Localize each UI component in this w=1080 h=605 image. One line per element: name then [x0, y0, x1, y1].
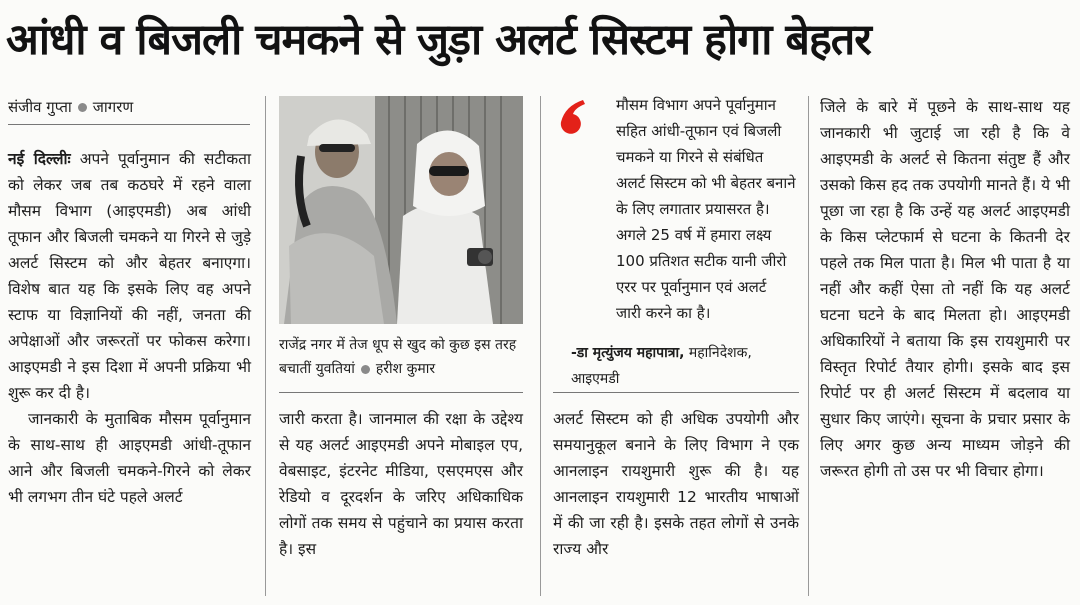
- column-4-text: जिले के बारे में पूछने के साथ-साथ यह जानकारी भी जुटाई जा रही है कि वे आइएमडी के अलर्ट से कितना संतुष्ट हैं और उसको किस हद तक उपयोगी मानते हैं। ये भी पूछा जा रहा है कि उन्हें यह अलर्ट आइएमडी के किस प्लेटफार्म से घटना के कितनी देर पहले तक मिल पाता है। मिल भी पाता है या नहीं और कहीं ऐसा तो नहीं कि यह अलर्ट घटना घटने के बाद मिलता हो। आइएमडी अधिकारियों ने बताया कि इस रायशुमारी पर विस्तृत रिपोर्ट तैयार होगी। इसके बाद इस रिपोर्ट पर ही अलर्ट सिस्टम में बदलाव या सुधार किए जाएंगे। सूचना के प्रचार प्रसार के लिए अगर कुछ अन्य माध्यम जोड़ने की जरूरत होगी तो उस पर भी विचार होगा।: [820, 98, 1070, 480]
- byline: [8, 96, 248, 118]
- headline: आंधी व बिजली चमकने से जुड़ा अलर्ट सिस्टम होगा बेहतर: [6, 15, 871, 65]
- column-3-text: अलर्ट सिस्टम को ही अधिक उपयोगी और समयानुकूल बनाने के लिए विभाग ने एक आनलाइन रायशुमारी शुरू की है। यह आनलाइन रायशुमारी 12 भारतीय भाषाओं में की जा रही है। इसके तहत लोगों से उनके राज्य और: [553, 410, 799, 558]
- photo-caption: [279, 333, 523, 381]
- quote-attribution: [571, 340, 801, 392]
- column-divider-3: [808, 96, 809, 596]
- news-photo: [279, 96, 523, 324]
- caption-rule: [279, 392, 523, 393]
- column-divider-1: [265, 96, 266, 596]
- column-4: [820, 94, 1070, 484]
- quote-author: -डा मृत्युंजय महापात्रा,: [571, 345, 685, 361]
- column-3: [553, 406, 799, 562]
- column-1-para-1-text: अपने पूर्वानुमान की सटीकता को लेकर जब तब कठघरे में रहने वाला मौसम विभाग (आइएमडी) अब आंधी तूफान और बिजली चमकने या गिरने से जुड़े अलर्ट सिस्टम को और बेहतर बनाएगा। विशेष बात यह कि इसके लिए वह अपने स्टाफ या विज्ञानियों की नहीं, जनता की अपेक्षाओं और जरूरतों पर फोकस करेगा। आइएमडी ने इस दिशा में अपनी प्रक्रिया भी शुरू कर दी है।: [8, 150, 251, 402]
- column-2-text: जारी करता है। जानमाल की रक्षा के उद्देश्य से यह अलर्ट आइएमडी अपने मोबाइल एप, वेबसाइट, इंटरनेट मीडिया, एसएमएस और रेडियो व दूरदर्शन के जरिए अधिकाधिक लोगों तक समय से पहुंचाने का प्रयास करता है। इस: [279, 410, 523, 558]
- quote-designation: महानिदेशक, आइएमडी: [571, 345, 752, 387]
- column-1-para-2: जानकारी के मुताबिक मौसम पूर्वानुमान के साथ-साथ ही आइएमडी आंधी-तूफान आने और बिजली चमकने-गिरने को लेकर भी लगभग तीन घंटे पहले अलर्ट: [8, 410, 251, 506]
- dateline: नई दिल्लीः: [8, 150, 71, 168]
- photo-caption-text: राजेंद्र नगर में तेज धूप से खुद को कुछ इस तरह बचातीं युवतियां: [279, 337, 517, 377]
- column-1-para-1: [8, 146, 251, 406]
- pull-quote: मौसम विभाग अपने पूर्वानुमान सहित आंधी-तूफान एवं बिजली चमकने या गिरने से संबंधित अलर्ट सिस्टम को भी बेहतर बनाने के लिए लगातार प्रयासरत है। अगले 25 वर्ष में हमारा लक्ष्य 100 प्रतिशत सटीक यानी जीरो एरर पर पूर्वानुमान एवं अलर्ट जारी करने का है।: [616, 96, 796, 322]
- bullet-dot-icon: [361, 365, 370, 374]
- byline-source: जागरण: [92, 98, 134, 116]
- photo-credit: हरीश कुमार: [375, 361, 436, 377]
- column-2: [279, 406, 523, 562]
- bullet-dot-icon: [78, 103, 87, 112]
- quote-rule: [553, 392, 799, 393]
- column-divider-2: [540, 96, 541, 596]
- quote-mark-icon: [553, 96, 593, 136]
- byline-author: संजीव गुप्ता: [8, 98, 72, 116]
- column-1: [8, 146, 251, 510]
- byline-rule: [8, 124, 250, 125]
- photo-illustration: [279, 96, 523, 324]
